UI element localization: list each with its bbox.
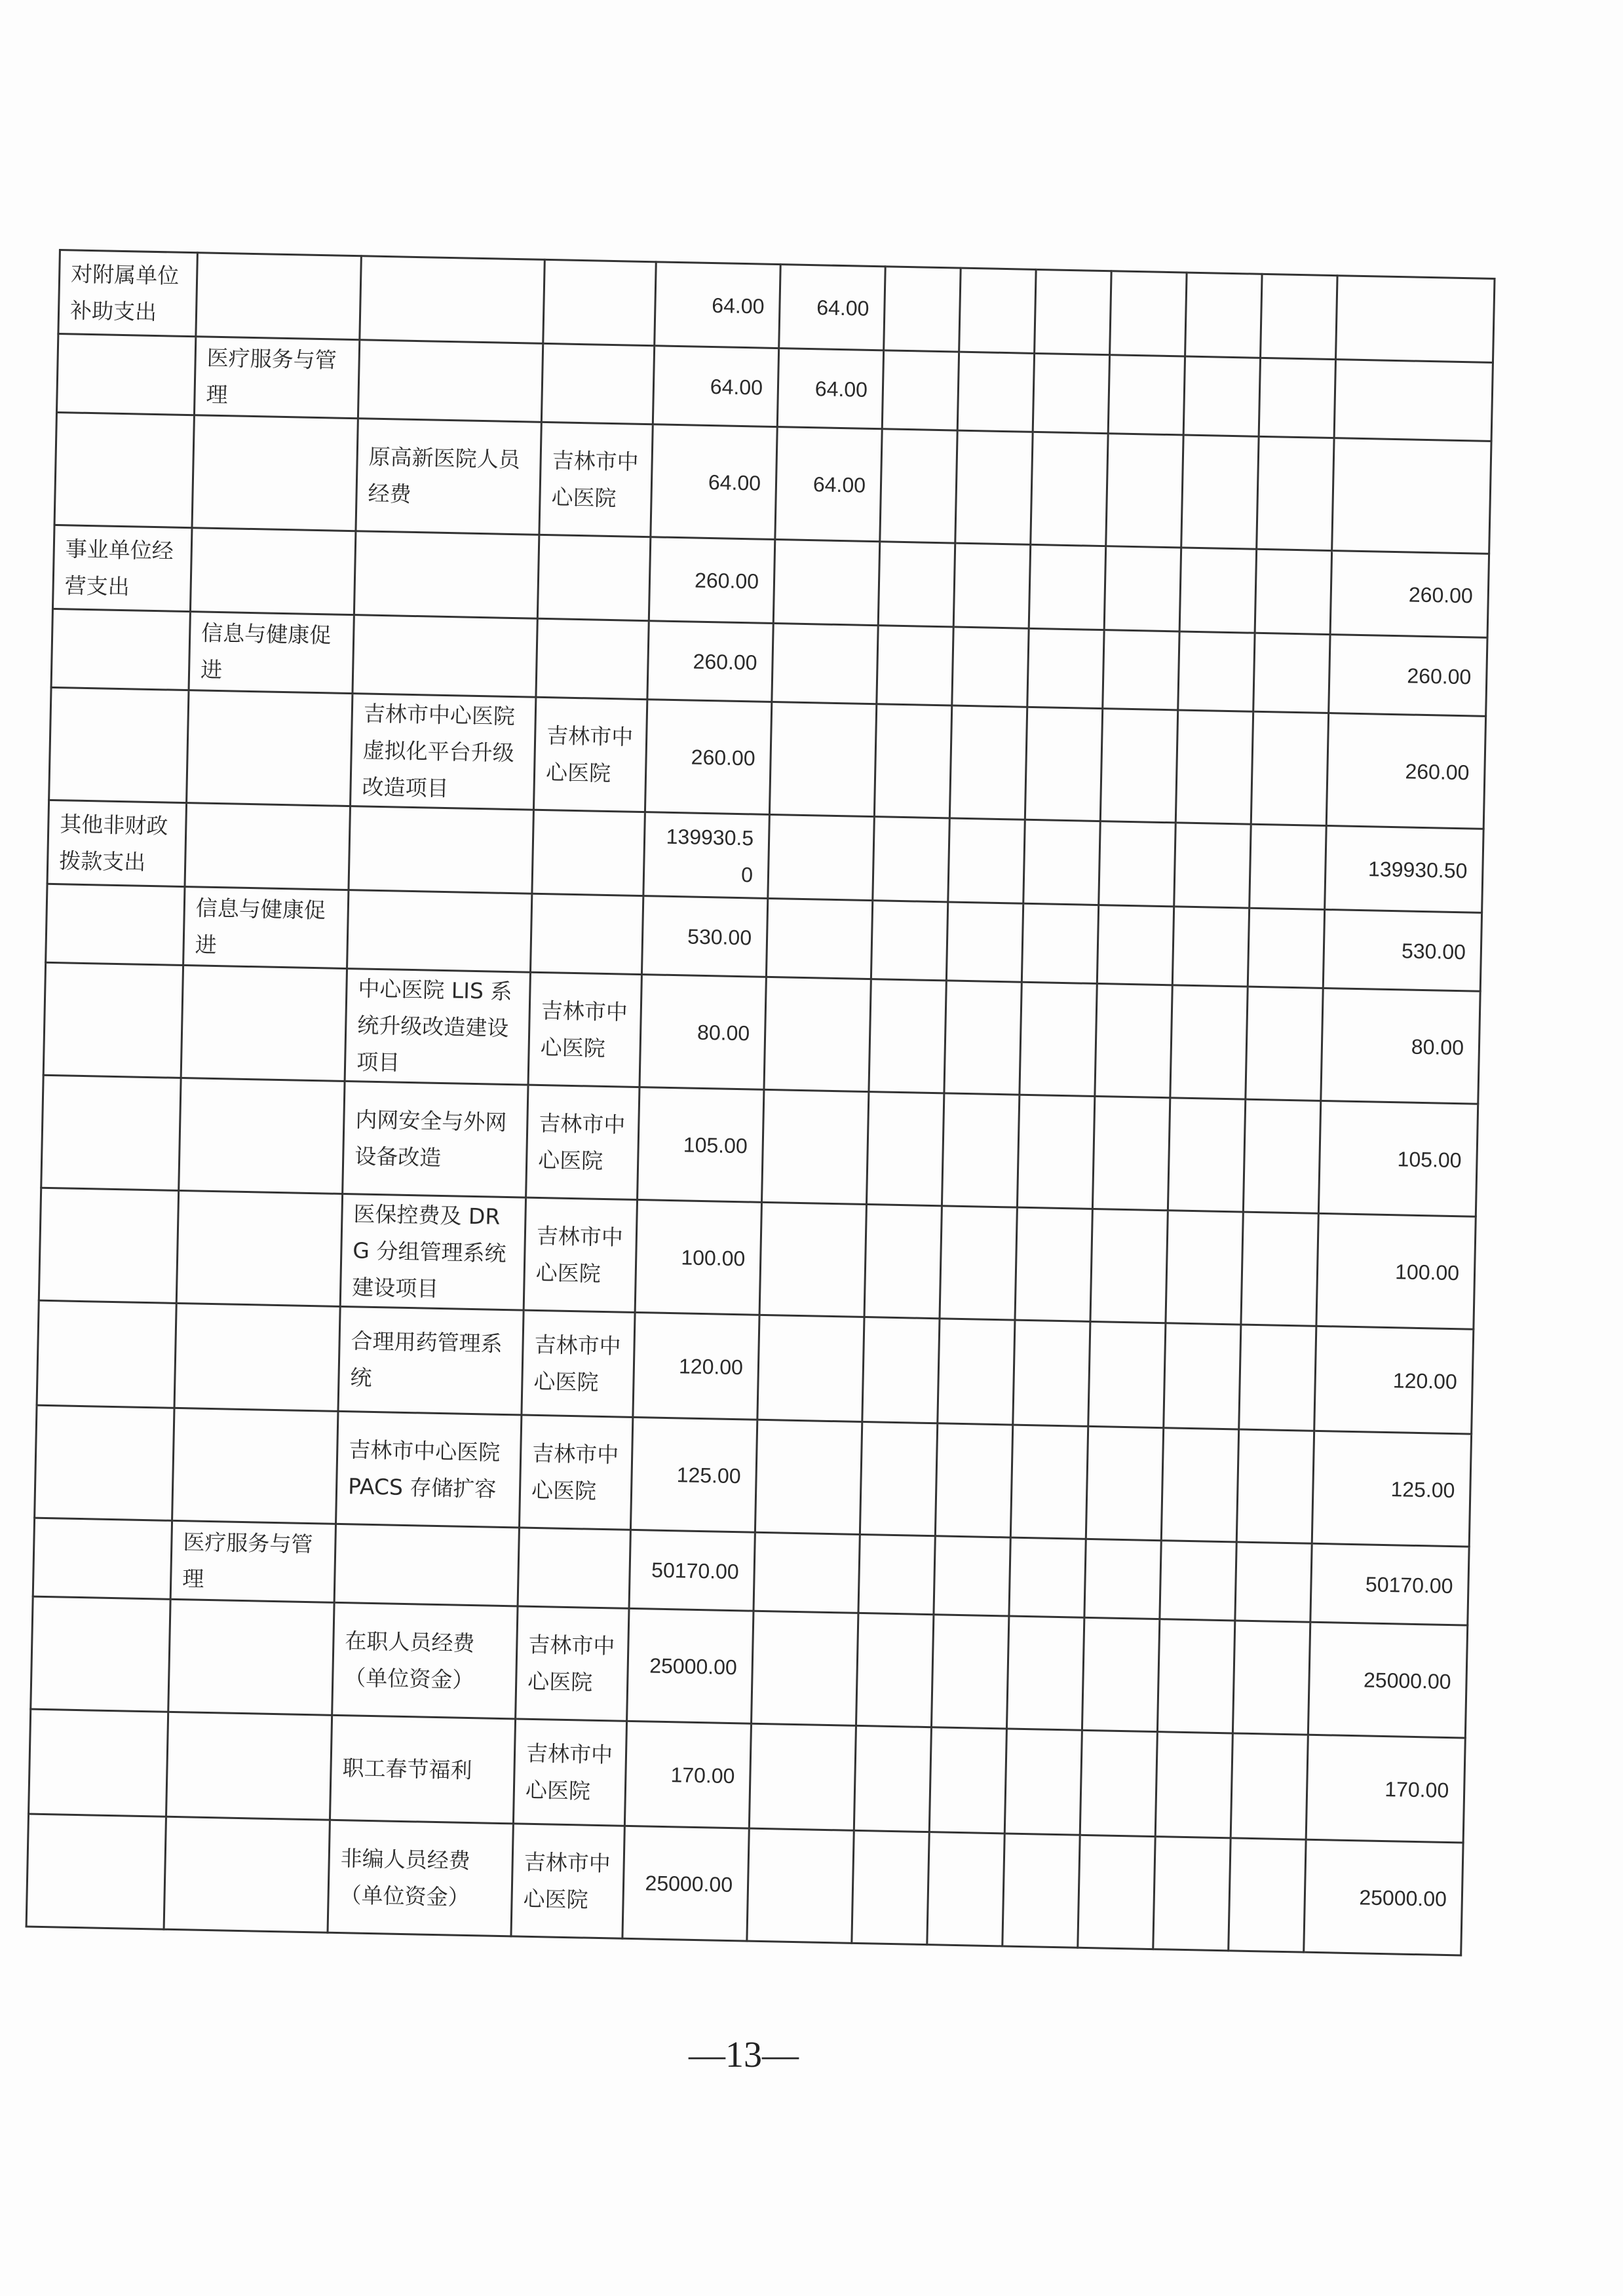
cell-basic-expense <box>773 540 880 626</box>
cell-other-income <box>1336 276 1495 363</box>
cell-unit: 吉林市中心医院 <box>524 1197 637 1312</box>
budget-table <box>26 249 1496 1956</box>
cell-other-income: 25000.00 <box>1308 1622 1467 1738</box>
cell-empty <box>860 1421 937 1535</box>
cell-basic-expense <box>768 814 875 900</box>
cell-project <box>360 256 545 344</box>
cell-total: 80.00 <box>640 975 766 1090</box>
cell-other-income: 139930.50 <box>1325 825 1484 913</box>
cell-empty <box>874 704 951 818</box>
cell-empty <box>944 981 1022 1095</box>
cell-basic-expense <box>749 1723 856 1830</box>
cell-empty <box>1022 903 1098 983</box>
cell-subcategory <box>181 966 347 1082</box>
cell-unit: 吉林市中心医院 <box>522 1310 635 1417</box>
cell-empty <box>852 1830 929 1944</box>
cell-unit: 吉林市中心医院 <box>533 697 647 812</box>
cell-category <box>26 1814 166 1929</box>
cell-empty <box>959 268 1037 353</box>
cell-other-income: 105.00 <box>1318 1101 1478 1216</box>
cell-empty <box>1023 819 1101 905</box>
cell-basic-expense <box>747 1828 854 1943</box>
cell-project <box>354 531 539 619</box>
cell-empty <box>1078 1835 1155 1949</box>
cell-empty <box>940 1206 1017 1320</box>
cell-empty <box>953 543 1031 628</box>
cell-empty <box>1157 1619 1234 1733</box>
cell-empty <box>1153 1837 1231 1951</box>
cell-empty <box>871 901 947 981</box>
cell-project: 合理用药管理系统 <box>338 1306 524 1415</box>
cell-empty <box>938 1319 1015 1425</box>
cell-empty <box>1110 271 1187 356</box>
cell-unit <box>530 894 643 974</box>
cell-basic-expense <box>766 898 872 979</box>
cell-empty <box>946 902 1023 982</box>
cell-project <box>347 890 532 973</box>
cell-empty <box>869 979 946 1093</box>
cell-basic-expense <box>769 702 876 816</box>
cell-empty <box>877 626 953 706</box>
cell-basic-expense <box>759 1202 866 1317</box>
cell-total: 64.00 <box>653 346 778 427</box>
cell-basic-expense: 64.00 <box>779 265 886 350</box>
cell-subcategory: 信息与健康促进 <box>183 887 349 969</box>
cell-unit: 吉林市中心医院 <box>528 972 641 1087</box>
cell-empty <box>1172 907 1249 987</box>
cell-unit: 吉林市中心医院 <box>519 1415 632 1530</box>
cell-empty <box>1108 355 1185 435</box>
cell-empty <box>1179 548 1257 633</box>
cell-other-income: 260.00 <box>1329 635 1487 717</box>
budget-table-wrapper <box>26 249 1496 1956</box>
cell-empty <box>1029 544 1106 630</box>
cell-empty <box>1090 1209 1168 1323</box>
cell-subcategory <box>196 253 362 340</box>
cell-empty <box>1248 908 1324 988</box>
cell-empty <box>1104 546 1181 631</box>
cell-empty <box>1161 1428 1238 1542</box>
cell-empty <box>858 1534 935 1614</box>
cell-empty <box>1100 709 1177 823</box>
cell-empty <box>935 1423 1012 1537</box>
cell-subcategory <box>164 1816 330 1932</box>
cell-empty <box>1025 707 1102 821</box>
cell-unit <box>532 810 645 895</box>
cell-subcategory <box>179 1078 345 1194</box>
cell-category <box>37 1300 176 1408</box>
cell-category <box>46 884 185 965</box>
cell-empty <box>1004 1729 1082 1835</box>
cell-project: 非编人员经费（单位资金） <box>328 1820 513 1936</box>
cell-unit <box>536 618 649 699</box>
cell-unit: 吉林市中心医院 <box>513 1719 626 1826</box>
cell-empty <box>1027 628 1104 708</box>
cell-category: 其他非财政拨款支出 <box>47 800 187 886</box>
cell-empty <box>878 542 955 627</box>
cell-project: 原高新医院人员经费 <box>356 419 541 535</box>
cell-other-income: 25000.00 <box>1304 1839 1463 1955</box>
cell-empty <box>1103 630 1179 710</box>
cell-unit: 吉林市中心医院 <box>516 1606 629 1721</box>
cell-empty <box>1229 1838 1306 1952</box>
cell-empty <box>934 1536 1010 1616</box>
cell-other-income: 50170.00 <box>1310 1543 1469 1625</box>
cell-empty <box>927 1832 1004 1946</box>
cell-empty <box>1255 549 1332 634</box>
cell-category <box>33 1518 172 1599</box>
cell-empty <box>1088 1321 1166 1427</box>
cell-empty <box>1080 1730 1157 1836</box>
cell-empty <box>1236 1429 1314 1543</box>
cell-project <box>353 615 537 698</box>
cell-other-income: 125.00 <box>1312 1431 1471 1547</box>
cell-empty <box>1253 633 1330 713</box>
cell-empty <box>1170 985 1248 1099</box>
cell-empty <box>1002 1834 1080 1948</box>
cell-total: 125.00 <box>630 1417 757 1532</box>
cell-empty <box>1015 1207 1092 1321</box>
cell-basic-expense: 64.00 <box>777 348 883 429</box>
cell-empty <box>1257 436 1334 550</box>
cell-subcategory <box>190 528 356 615</box>
cell-empty <box>957 352 1034 432</box>
cell-empty <box>1095 984 1172 1098</box>
cell-subcategory: 医疗服务与管理 <box>194 337 359 419</box>
cell-basic-expense <box>764 977 871 1091</box>
cell-category <box>29 1709 168 1816</box>
cell-project: 医保控费及 DRG 分组管理系统建设项目 <box>340 1194 525 1310</box>
cell-subcategory: 信息与健康促进 <box>189 612 354 694</box>
cell-basic-expense <box>772 623 878 704</box>
cell-empty <box>1010 1425 1088 1539</box>
cell-empty <box>1160 1541 1236 1621</box>
cell-empty <box>864 1205 942 1319</box>
cell-unit: 吉林市中心医院 <box>526 1085 640 1199</box>
cell-other-income: 170.00 <box>1306 1735 1465 1843</box>
cell-category <box>49 687 189 802</box>
cell-category <box>39 1188 178 1303</box>
cell-empty <box>1017 1095 1094 1209</box>
cell-empty <box>1097 905 1174 985</box>
cell-other-income: 80.00 <box>1321 988 1480 1104</box>
cell-unit <box>537 535 651 620</box>
cell-total: 25000.00 <box>627 1608 754 1723</box>
cell-total: 64.00 <box>655 262 781 348</box>
cell-empty <box>931 1615 1008 1729</box>
cell-subcategory <box>185 803 351 890</box>
cell-total: 50170.00 <box>629 1530 755 1611</box>
cell-empty <box>1181 435 1259 549</box>
cell-empty <box>1185 273 1263 358</box>
cell-empty <box>1009 1537 1086 1617</box>
cell-category <box>43 962 183 1078</box>
cell-empty <box>1174 823 1251 908</box>
cell-empty <box>882 350 959 430</box>
cell-empty <box>1099 821 1176 907</box>
cell-project: 内网安全与外网设备改造 <box>343 1082 528 1198</box>
cell-project: 在职人员经费（单位资金） <box>332 1602 518 1719</box>
cell-empty <box>1086 1426 1163 1540</box>
cell-total: 25000.00 <box>622 1826 749 1941</box>
cell-empty <box>1164 1323 1241 1429</box>
cell-total: 64.00 <box>651 424 777 540</box>
cell-empty <box>1006 1616 1084 1730</box>
cell-empty <box>1178 631 1255 711</box>
cell-project: 中心医院 LIS 系统升级改造建设项目 <box>345 969 530 1085</box>
cell-empty <box>1082 1617 1159 1731</box>
budget-table-body <box>26 250 1495 1955</box>
cell-other-income <box>1332 438 1491 554</box>
cell-empty <box>866 1092 944 1206</box>
cell-subcategory <box>176 1190 342 1306</box>
cell-subcategory <box>187 690 353 806</box>
cell-other-income: 530.00 <box>1323 909 1481 991</box>
cell-subcategory <box>168 1599 334 1715</box>
page-number: —13— <box>689 2035 799 2075</box>
cell-total: 139930.50 <box>643 812 770 899</box>
cell-total: 260.00 <box>649 537 775 624</box>
cell-basic-expense <box>757 1315 864 1421</box>
cell-empty <box>1033 353 1109 433</box>
cell-unit: 吉林市中心医院 <box>539 422 653 536</box>
cell-project <box>358 340 543 423</box>
cell-unit <box>541 343 654 424</box>
cell-total: 170.00 <box>624 1721 751 1828</box>
cell-other-income: 120.00 <box>1314 1326 1474 1434</box>
cell-empty <box>1175 710 1253 824</box>
cell-project: 吉林市中心医院 PACS 存储扩容 <box>336 1411 522 1528</box>
cell-empty <box>1235 1542 1312 1622</box>
cell-empty <box>1183 356 1260 436</box>
cell-empty <box>1035 269 1112 354</box>
cell-category <box>31 1596 170 1712</box>
cell-total: 100.00 <box>635 1200 761 1315</box>
cell-empty <box>1155 1732 1232 1838</box>
cell-empty <box>1166 1211 1243 1325</box>
cell-project: 吉林市中心医院虚拟化平台升级改造项目 <box>351 694 536 810</box>
cell-subcategory: 医疗服务与管理 <box>170 1520 335 1602</box>
cell-empty <box>948 818 1025 903</box>
cell-empty <box>862 1317 940 1423</box>
cell-empty <box>1168 1098 1245 1212</box>
cell-empty <box>880 429 957 543</box>
cell-subcategory <box>192 415 358 531</box>
cell-empty <box>1232 1621 1310 1735</box>
cell-unit <box>518 1528 630 1608</box>
cell-subcategory <box>174 1303 340 1411</box>
cell-empty <box>952 627 1029 707</box>
cell-empty <box>1013 1320 1090 1426</box>
cell-category: 事业单位经营支出 <box>52 525 192 611</box>
cell-empty <box>949 706 1027 819</box>
cell-category: 对附属单位补助支出 <box>58 250 198 337</box>
cell-subcategory <box>172 1408 338 1524</box>
cell-unit <box>543 259 657 345</box>
cell-empty <box>1031 432 1108 546</box>
cell-other-income: 260.00 <box>1326 713 1485 829</box>
cell-empty <box>1261 274 1338 359</box>
cell-basic-expense <box>755 1420 862 1534</box>
cell-empty <box>854 1725 931 1832</box>
cell-other-income: 260.00 <box>1330 551 1489 638</box>
cell-basic-expense <box>754 1532 860 1613</box>
cell-category <box>35 1405 174 1520</box>
cell-empty <box>1250 824 1327 909</box>
cell-empty <box>1241 1212 1318 1326</box>
cell-total: 530.00 <box>641 896 767 977</box>
cell-empty <box>1231 1733 1308 1839</box>
cell-empty <box>1084 1539 1161 1619</box>
cell-empty <box>884 267 961 352</box>
cell-project <box>349 806 534 894</box>
cell-empty <box>1092 1096 1170 1210</box>
cell-empty <box>856 1613 934 1727</box>
cell-empty <box>1239 1325 1316 1431</box>
cell-other-income: 100.00 <box>1316 1213 1476 1329</box>
cell-empty <box>1246 987 1323 1101</box>
cell-project: 职工春节福利 <box>330 1715 515 1824</box>
cell-subcategory <box>166 1712 332 1820</box>
cell-total: 260.00 <box>647 621 773 702</box>
cell-total: 105.00 <box>638 1087 764 1203</box>
cell-category <box>54 412 194 527</box>
cell-project <box>334 1524 519 1606</box>
cell-basic-expense <box>752 1611 858 1725</box>
cell-total: 260.00 <box>645 700 771 815</box>
cell-category <box>56 334 195 415</box>
cell-category <box>41 1075 181 1190</box>
cell-empty <box>1106 434 1183 548</box>
cell-empty <box>1243 1099 1320 1213</box>
cell-empty <box>929 1727 1006 1834</box>
cell-basic-expense: 64.00 <box>775 427 882 542</box>
cell-empty <box>955 430 1033 544</box>
cell-empty <box>873 817 950 902</box>
cell-empty <box>1251 711 1328 825</box>
cell-category <box>51 609 190 690</box>
cell-empty <box>1259 358 1335 438</box>
cell-empty <box>1020 982 1097 1096</box>
cell-empty <box>942 1093 1019 1207</box>
cell-basic-expense <box>762 1089 869 1204</box>
cell-total: 120.00 <box>633 1312 759 1420</box>
cell-other-income <box>1334 360 1493 442</box>
cell-unit: 吉林市中心医院 <box>511 1824 624 1938</box>
